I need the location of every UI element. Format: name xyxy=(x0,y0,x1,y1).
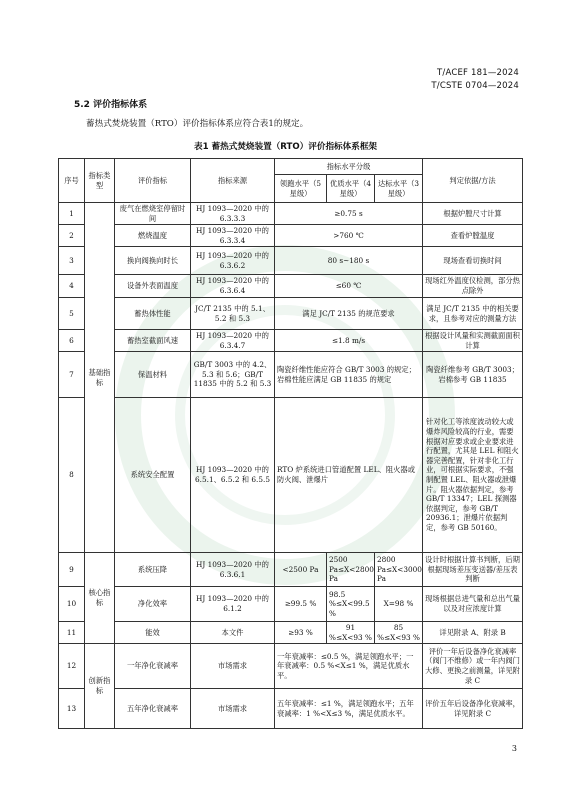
row-number: 10 xyxy=(59,587,85,622)
row-number: 7 xyxy=(59,352,85,398)
indicator-name: 换向阀换向时长 xyxy=(115,247,191,275)
indicator-source: JC/T 2135 中的 5.1、5.2 和 5.3 xyxy=(191,298,275,330)
row-number: 6 xyxy=(59,330,85,352)
level-quality: 98.5 %≤X<99.5 % xyxy=(327,587,375,622)
indicator-name: 五年净化衰减率 xyxy=(115,689,191,729)
indicator-name: 废气在燃烧室停留时间 xyxy=(115,203,191,225)
judgment-basis: 陶瓷纤维参考 GB/T 3003；岩棉参考 GB 11835 xyxy=(423,352,523,398)
indicator-name: 蓄热室截面风速 xyxy=(115,330,191,352)
table-row xyxy=(59,587,523,622)
standard-number-1: T/ACEF 181—2024 xyxy=(437,68,519,78)
indicator-source: GB/T 3003 中的 4.2、5.3 和 5.6；GB/T 11835 中的 5.2 和 5.3 xyxy=(191,352,275,398)
table-row xyxy=(59,352,523,398)
indicator-source: HJ 1093—2020 中的 6.3.6.2 xyxy=(191,247,275,275)
col-header-basis: 判定依据/方法 xyxy=(423,159,523,203)
level-leading: ≥99.5 % xyxy=(275,587,327,622)
standard-header xyxy=(431,67,519,93)
level-value: 一年衰减率：≤0.5 %，满足领跑水平；一年衰减率：0.5 %<X≤1 %，满足优质水平。 xyxy=(275,644,423,689)
level-leading: <2500 Pa xyxy=(275,553,327,587)
col-header-level-standard: 达标水平（3星级） xyxy=(375,175,423,203)
indicator-source: HJ 1093—2020 中的 6.3.3.3 xyxy=(191,203,275,225)
standard-number-2: T/CSTE 0704—2024 xyxy=(431,81,519,91)
row-number: 12 xyxy=(59,644,85,689)
indicator-name: 一年净化衰减率 xyxy=(115,644,191,689)
indicator-name: 系统安全配置 xyxy=(115,398,191,553)
indicator-name: 蓄热体性能 xyxy=(115,298,191,330)
table-row xyxy=(59,553,523,587)
table-row xyxy=(59,644,523,689)
table-row xyxy=(59,689,523,729)
row-number: 8 xyxy=(59,398,85,553)
table-row xyxy=(59,247,523,275)
table-row xyxy=(59,298,523,330)
judgment-basis: 现场根据总进气量和总出气量以及对应浓度计算 xyxy=(423,587,523,622)
level-standard: 2800 Pa≤X<3000 Pa xyxy=(375,553,423,587)
judgment-basis: 现场查看切换时间 xyxy=(423,247,523,275)
level-leading: ≥93 % xyxy=(275,622,327,644)
level-value: 80 s~180 s xyxy=(275,247,423,275)
table-row xyxy=(59,203,523,225)
table-header-row xyxy=(59,159,523,175)
category-innovation: 创新指标 xyxy=(85,644,115,729)
level-value: >760 ℃ xyxy=(275,225,423,247)
indicator-name: 净化效率 xyxy=(115,587,191,622)
row-number: 11 xyxy=(59,622,85,644)
category-basic: 基础指标 xyxy=(85,203,115,553)
level-quality: 2500 Pa≤X<2800 Pa xyxy=(327,553,375,587)
level-value: RTO 炉系统进口管道配置 LEL、阻火器或防火阀、泄爆片 xyxy=(275,398,423,553)
judgment-basis: 针对化工等浓度波动较大或爆炸风险较高的行业，需要根据对应要求或企业要求进行配置，尤其是 LEL 和阻火器完善配置，针对非化工行业，可根据实际要求，不强制配置 LEL、阻火器或泄爆片。阻火器依据判定，参考 GB/T 13347；LEL 探测器依据判定，参考 GB/T 20936.1；泄爆片依据判定，参考 GB 50160。 xyxy=(423,398,523,553)
col-header-category: 指标类型 xyxy=(85,159,115,203)
intro-paragraph: 蓄热式焚烧装置（RTO）评价指标体系应符合表1的规定。 xyxy=(86,119,309,129)
indicator-source: HJ 1093—2020 中的 6.3.4.7 xyxy=(191,330,275,352)
indicator-name: 设备外表面温度 xyxy=(115,275,191,298)
level-standard: 85 %≤X<93 % xyxy=(375,622,423,644)
level-value: 五年衰减率：≤1 %，满足领跑水平；五年衰减率：1 %<X≤3 %，满足优质水平。 xyxy=(275,689,423,729)
level-quality: 91 %≤X<93 % xyxy=(327,622,375,644)
row-number: 3 xyxy=(59,247,85,275)
judgment-basis: 评价一年后设备净化衰减率（阀门不维修）或一年内阀门大修、更换之前测量，详见附录 C xyxy=(423,644,523,689)
indicator-source: 本文件 xyxy=(191,622,275,644)
col-header-source: 指标来源 xyxy=(191,159,275,203)
indicator-table xyxy=(58,158,523,729)
category-core: 核心指标 xyxy=(85,553,115,644)
col-header-no: 序号 xyxy=(59,159,85,203)
row-number: 5 xyxy=(59,298,85,330)
table-row xyxy=(59,622,523,644)
indicator-source: HJ 1093—2020 中的 6.3.3.4 xyxy=(191,225,275,247)
row-number: 4 xyxy=(59,275,85,298)
table-row xyxy=(59,275,523,298)
section-heading: 5.2 评价指标体系 xyxy=(74,100,148,110)
level-value: 满足 JC/T 2135 的规范要求 xyxy=(275,298,423,330)
col-header-level-leading: 领跑水平（5星级） xyxy=(275,175,327,203)
indicator-source: HJ 1093—2020 中的 6.3.6.4 xyxy=(191,275,275,298)
col-header-indicator: 评价指标 xyxy=(115,159,191,203)
level-value: ≤60 ℃ xyxy=(275,275,423,298)
table-caption: 表1 蓄热式焚烧装置（RTO）评价指标体系框架 xyxy=(193,142,378,152)
level-value: ≥0.75 s xyxy=(275,203,423,225)
indicator-name: 燃烧温度 xyxy=(115,225,191,247)
page-number: 3 xyxy=(511,744,517,753)
judgment-basis: 根据炉膛尺寸计算 xyxy=(423,203,523,225)
indicator-name: 系统压降 xyxy=(115,553,191,587)
table-row xyxy=(59,330,523,352)
col-header-level-quality: 优质水平（4星级） xyxy=(327,175,375,203)
indicator-source: HJ 1093—2020 中的 6.5.1、6.5.2 和 6.5.5 xyxy=(191,398,275,553)
judgment-basis: 满足 JC/T 2135 中的相关要求，且参考对应的测量方法 xyxy=(423,298,523,330)
judgment-basis: 设计时根据计算书判断，后期根据现场差压变送器/差压表判断 xyxy=(423,553,523,587)
col-header-levels: 指标水平分级 xyxy=(275,159,423,175)
judgment-basis: 评价五年后设备净化衰减率，详见附录 C xyxy=(423,689,523,729)
level-value: 陶瓷纤维性能应符合 GB/T 3003 的规定；岩棉性能应满足 GB 11835 的规定 xyxy=(275,352,423,398)
judgment-basis: 查看炉膛温度 xyxy=(423,225,523,247)
row-number: 9 xyxy=(59,553,85,587)
indicator-name: 能效 xyxy=(115,622,191,644)
table-row xyxy=(59,398,523,553)
judgment-basis: 详见附录 A、附录 B xyxy=(423,622,523,644)
level-standard: X=98 % xyxy=(375,587,423,622)
judgment-basis: 现场红外温度仪检测，部分热点除外 xyxy=(423,275,523,298)
indicator-name: 保温材料 xyxy=(115,352,191,398)
table-row xyxy=(59,225,523,247)
row-number: 1 xyxy=(59,203,85,225)
indicator-source: 市场需求 xyxy=(191,689,275,729)
indicator-source: HJ 1093—2020 中的 6.3.6.1 xyxy=(191,553,275,587)
row-number: 13 xyxy=(59,689,85,729)
indicator-source: HJ 1093—2020 中的 6.1.2 xyxy=(191,587,275,622)
row-number: 2 xyxy=(59,225,85,247)
level-value: ≤1.8 m/s xyxy=(275,330,423,352)
indicator-source: 市场需求 xyxy=(191,644,275,689)
judgment-basis: 根据设计风量和实测截面面积计算 xyxy=(423,330,523,352)
